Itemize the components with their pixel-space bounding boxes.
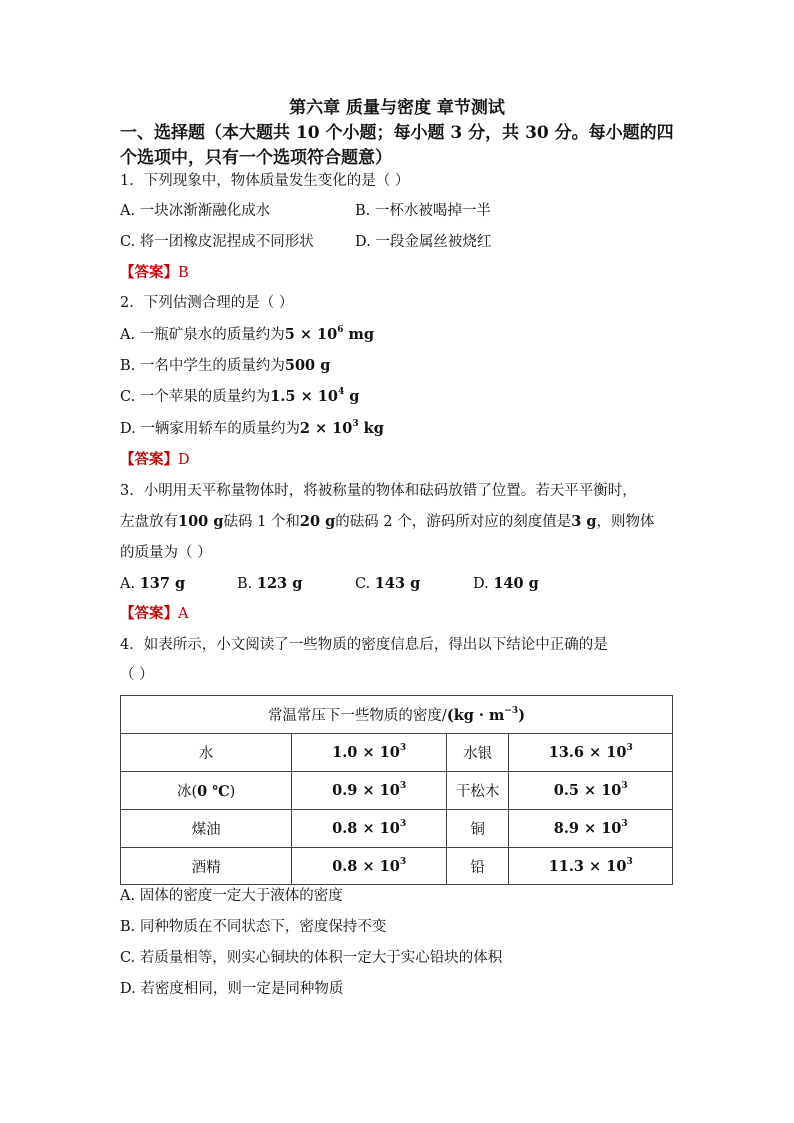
caption-text: 常温常压下一些物质的密度/	[267, 708, 447, 724]
math-exponent: 3	[626, 856, 633, 867]
substance-name: 铅	[446, 848, 508, 885]
table-caption	[121, 696, 673, 734]
density-value	[509, 772, 673, 810]
math-value: 0.9 × 10	[332, 782, 400, 799]
option-letter: C.	[355, 576, 375, 592]
density-value	[509, 810, 673, 848]
substance-name: 铜	[446, 810, 508, 848]
caption-unit-close: )	[518, 707, 526, 724]
q2-answer	[120, 449, 190, 471]
option-text: D. 一辆家用轿车的质量约为	[120, 421, 300, 437]
question-1-stem: 1．下列现象中，物体质量发生变化的是（ ）	[120, 173, 410, 189]
q2-option-c	[120, 386, 359, 408]
q3-option-c	[355, 573, 420, 595]
question-4-stem-line-1: 4．如表所示，小文阅读了一些物质的密度信息后，得出以下结论中正确的是	[120, 637, 608, 653]
stem-text: 的砝码 2 个，游码所对应的刻度值是	[335, 514, 572, 530]
math-value: 11.3 × 10	[548, 857, 627, 875]
substance-name: 煤油	[121, 810, 292, 848]
q1-option-c: C. 将一团橡皮泥捏成不同形状	[120, 234, 314, 250]
stem-text: 左盘放有	[120, 514, 178, 530]
q2-option-a	[120, 324, 374, 346]
q3-answer	[120, 603, 188, 625]
answer-label: 【答案】	[120, 451, 178, 468]
answer-value: B	[178, 265, 189, 281]
math-value: 123 g	[256, 575, 303, 592]
density-value	[292, 848, 447, 885]
substance-name: 水	[121, 734, 292, 772]
answer-label: 【答案】	[120, 264, 178, 281]
page-title: 第六章 质量与密度 章节测试	[289, 98, 505, 118]
math-value: 0.8 × 10	[332, 857, 400, 875]
substance-name: 酒精	[121, 848, 292, 885]
option-letter: D.	[473, 576, 494, 592]
math-unit: kg	[358, 420, 384, 437]
option-letter: A.	[120, 576, 140, 592]
math-value: 1.0 × 10	[332, 744, 400, 761]
q3-option-d	[473, 573, 539, 595]
density-value	[509, 848, 673, 885]
math-value: 0.5 × 10	[553, 782, 622, 799]
math-exponent: 3	[621, 781, 628, 792]
question-3-stem-line-3: 的质量为（ ）	[120, 545, 212, 561]
q2-option-d	[120, 418, 384, 440]
density-table	[120, 695, 673, 885]
table-row	[121, 810, 673, 848]
name-text: 冰(	[176, 784, 198, 800]
math-exponent: 3	[399, 743, 407, 754]
math-value: 140 g	[493, 575, 539, 592]
name-text: )	[229, 784, 236, 800]
math-value: 0.8 × 10	[332, 820, 400, 837]
q3-option-b	[237, 573, 302, 595]
q1-option-b: B. 一杯水被喝掉一半	[355, 203, 491, 219]
math-value: 20 g	[299, 513, 336, 530]
stem-text: ，则物体	[596, 514, 655, 530]
q1-option-d: D. 一段金属丝被烧红	[355, 234, 492, 250]
q4-option-c: C. 若质量相等，则实心铜块的体积一定大于实心铅块的体积	[120, 950, 503, 966]
math-value: 100 g	[178, 513, 224, 530]
substance-name: 干松木	[446, 772, 508, 810]
density-value	[292, 810, 447, 848]
option-letter: B.	[237, 576, 257, 592]
math-exponent: 3	[352, 419, 359, 430]
math-unit: g	[344, 388, 360, 405]
math-unit: mg	[343, 326, 375, 343]
math-exponent: 3	[621, 819, 628, 830]
q4-option-a: A. 固体的密度一定大于液体的密度	[120, 888, 343, 904]
table-row	[121, 848, 673, 885]
math-value: 5 × 10	[284, 326, 338, 343]
math-value: 3 g	[571, 513, 597, 530]
question-4-stem-line-2: （ ）	[120, 667, 154, 683]
question-3-stem-line-1: 3．小明用天平称量物体时，将被称量的物体和砝码放错了位置。若天平平衡时，	[120, 483, 637, 499]
question-2-stem: 2．下列估测合理的是（ ）	[120, 295, 294, 311]
math-value: 143 g	[374, 575, 421, 592]
answer-value: D	[178, 452, 190, 468]
math-value: 13.6 × 10	[548, 744, 627, 761]
density-value	[292, 734, 447, 772]
q4-option-d: D. 若密度相同，则一定是同种物质	[120, 981, 344, 997]
q1-option-a: A. 一块冰渐渐融化成水	[120, 203, 271, 219]
q4-option-b: B. 同种物质在不同状态下，密度保持不变	[120, 919, 387, 935]
table-row	[121, 734, 673, 772]
math-exponent: 4	[337, 387, 345, 398]
question-3-stem-line-2	[120, 511, 655, 533]
math-exponent: 3	[399, 781, 407, 792]
table-caption-row	[121, 696, 673, 734]
math-value: 500 g	[284, 357, 331, 374]
density-value	[509, 734, 673, 772]
math-exponent: 6	[337, 325, 344, 336]
table-row	[121, 772, 673, 810]
math-exponent: 3	[626, 743, 633, 754]
math-value: 2 × 10	[299, 420, 353, 437]
option-text: B. 一名中学生的质量约为	[120, 358, 285, 374]
math-value: 137 g	[139, 575, 186, 592]
math-value: 1.5 × 10	[270, 388, 338, 405]
caption-exponent: −3	[504, 706, 519, 717]
math-exponent: 3	[399, 819, 407, 830]
math-exponent: 3	[399, 856, 407, 867]
section-heading: 一、选择题（本大题共 10 个小题；每小题 3 分，共 30 分。每小题的四个选项中，只有一个选项符合题意）	[120, 123, 674, 168]
option-text: C. 一个苹果的质量约为	[120, 389, 271, 405]
density-value	[292, 772, 447, 810]
q2-option-b	[120, 355, 330, 377]
math-value: 8.9 × 10	[553, 820, 622, 837]
substance-name: 水银	[446, 734, 508, 772]
answer-label: 【答案】	[120, 605, 178, 622]
q3-option-a	[120, 573, 185, 595]
substance-name	[121, 772, 292, 810]
answer-value: A	[178, 606, 189, 622]
stem-text: 砝码 1 个和	[223, 514, 300, 530]
q1-answer	[120, 262, 189, 284]
math-value: 0 ℃	[197, 783, 230, 800]
option-text: A. 一瓶矿泉水的质量约为	[120, 327, 285, 343]
caption-unit: (kg · m	[446, 707, 505, 724]
